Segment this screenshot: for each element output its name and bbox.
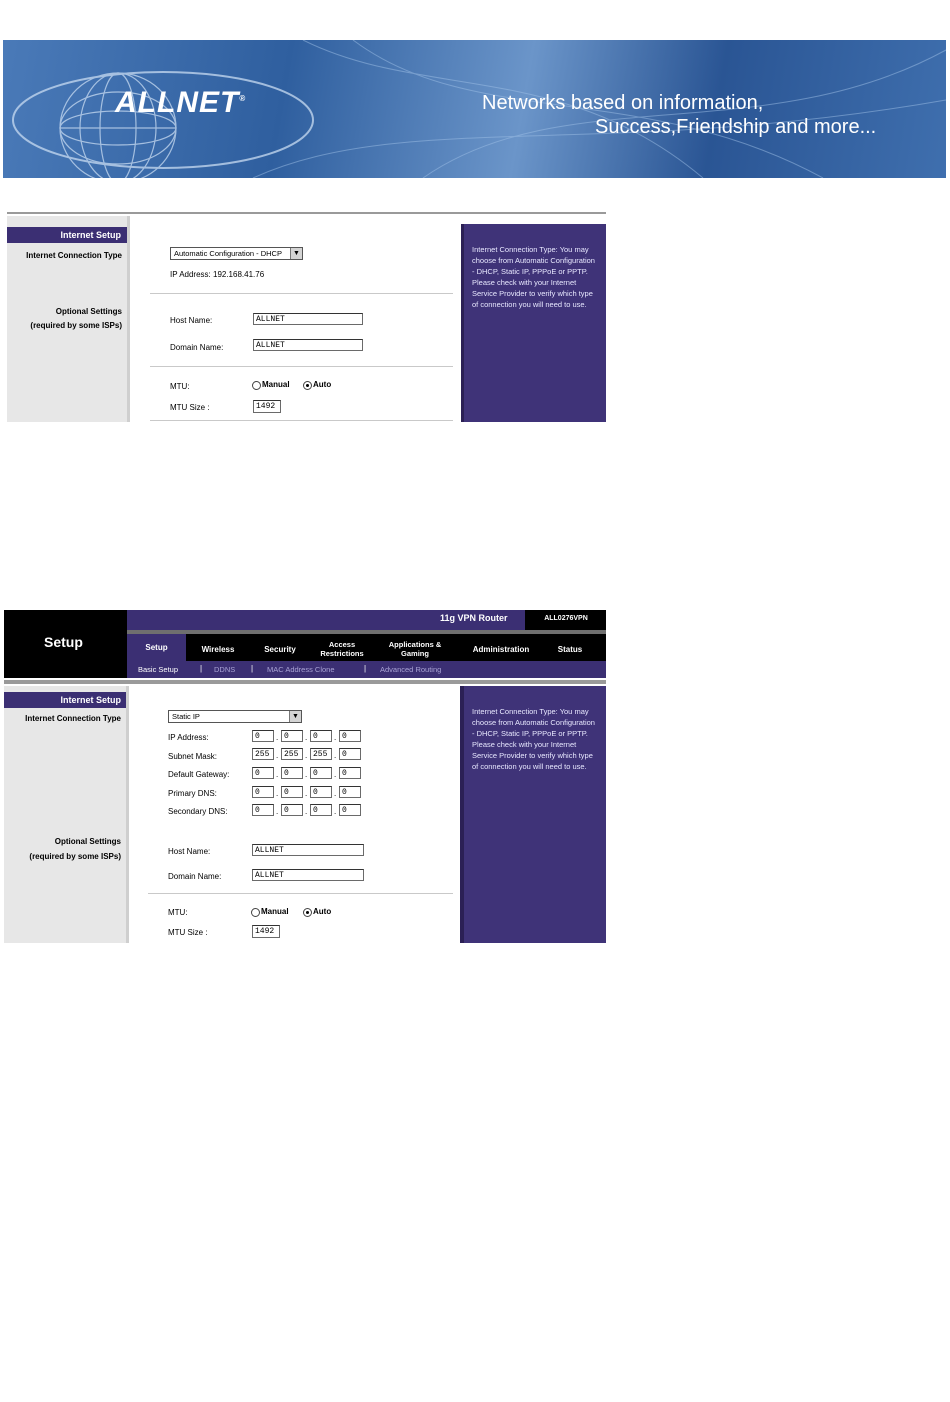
secondary-dns-label: Secondary DNS: [168, 807, 228, 816]
tab-status[interactable]: Status [557, 645, 583, 654]
primary-dns-octet-4[interactable]: 0 [339, 786, 361, 798]
domain-name-field[interactable]: ALLNET [253, 339, 363, 351]
header-rule [4, 680, 606, 684]
column-divider [126, 686, 129, 943]
subnav-bar [127, 661, 606, 678]
mtu-manual-label: Manual [261, 907, 289, 916]
tab-security[interactable]: Security [264, 645, 296, 654]
section-header: Internet Setup [7, 227, 127, 243]
subtab-separator: | [200, 664, 203, 673]
octet-dot: . [276, 789, 279, 798]
optional-settings-sub: (required by some ISPs) [29, 852, 121, 861]
secondary-dns-octet-3[interactable]: 0 [310, 804, 332, 816]
help-panel: Internet Connection Type: You may choose from Automatic Configuration - DHCP, Static IP, PPPoE or PPTP. Please check with your Internet Service Provider to verify which type of connection you will need to use. [464, 686, 606, 943]
nav-rule [127, 630, 606, 634]
connection-type-select[interactable]: Static IP ▼ [168, 710, 302, 723]
ip-octet-3[interactable]: 0 [310, 730, 332, 742]
domain-name-field[interactable]: ALLNET [252, 869, 364, 881]
separator [148, 893, 453, 894]
column-divider [127, 216, 130, 422]
optional-settings-sub: (required by some ISPs) [30, 321, 122, 330]
ip-octet-4[interactable]: 0 [339, 730, 361, 742]
mtu-size-label: MTU Size : [170, 403, 210, 412]
tab-access-restrictions[interactable]: Access Restrictions [320, 640, 364, 658]
mtu-size-field[interactable]: 1492 [253, 400, 281, 413]
ip-octet-2[interactable]: 0 [281, 730, 303, 742]
connection-type-label: Internet Connection Type [25, 714, 121, 723]
primary-dns-label: Primary DNS: [168, 789, 217, 798]
host-name-label: Host Name: [170, 316, 213, 325]
gateway-octet-1[interactable]: 0 [252, 767, 274, 779]
octet-dot: . [334, 807, 337, 816]
octet-dot: . [305, 807, 308, 816]
primary-dns-octet-2[interactable]: 0 [281, 786, 303, 798]
tab-applications-gaming[interactable]: Applications & Gaming [388, 640, 442, 658]
octet-dot: . [305, 789, 308, 798]
subtab-basic-setup[interactable]: Basic Setup [138, 665, 179, 674]
gateway-octet-2[interactable]: 0 [281, 767, 303, 779]
left-label-column [4, 686, 126, 943]
octet-dot: . [276, 751, 279, 760]
mtu-manual-radio[interactable] [252, 381, 261, 390]
ip-octet-1[interactable]: 0 [252, 730, 274, 742]
default-gateway-label: Default Gateway: [168, 770, 230, 779]
mtu-manual-label: Manual [262, 380, 290, 389]
page-title: Setup [44, 634, 83, 650]
octet-dot: . [276, 807, 279, 816]
product-name: 11g VPN Router [440, 613, 508, 623]
primary-dns-octet-3[interactable]: 0 [310, 786, 332, 798]
host-name-field[interactable]: ALLNET [252, 844, 364, 856]
subtab-advanced-routing[interactable]: Advanced Routing [380, 665, 442, 674]
secondary-dns-octet-1[interactable]: 0 [252, 804, 274, 816]
octet-dot: . [305, 733, 308, 742]
gateway-octet-4[interactable]: 0 [339, 767, 361, 779]
secondary-dns-octet-2[interactable]: 0 [281, 804, 303, 816]
domain-name-label: Domain Name: [170, 343, 224, 352]
subnet-octet-4[interactable]: 0 [339, 748, 361, 760]
octet-dot: . [334, 751, 337, 760]
subnet-octet-3[interactable]: 255 [310, 748, 332, 760]
brand-logo: ALLNET® [115, 86, 247, 119]
gateway-octet-3[interactable]: 0 [310, 767, 332, 779]
mtu-auto-label: Auto [313, 380, 332, 389]
tab-wireless[interactable]: Wireless [201, 645, 235, 654]
tab-setup[interactable]: Setup [127, 634, 186, 661]
mtu-auto-label: Auto [313, 907, 332, 916]
tab-administration[interactable]: Administration [472, 645, 530, 654]
chevron-down-icon: ▼ [289, 711, 301, 722]
mtu-label: MTU: [168, 908, 188, 917]
mtu-size-label: MTU Size : [168, 928, 208, 937]
connection-type-label: Internet Connection Type [26, 251, 122, 260]
ip-address-label: IP Address: [168, 733, 209, 742]
host-name-field[interactable]: ALLNET [253, 313, 363, 325]
octet-dot: . [334, 733, 337, 742]
subnet-mask-label: Subnet Mask: [168, 752, 217, 761]
separator [150, 293, 453, 294]
subnet-octet-2[interactable]: 255 [281, 748, 303, 760]
mtu-auto-radio[interactable] [303, 381, 312, 390]
subtab-separator: | [364, 664, 367, 673]
secondary-dns-octet-4[interactable]: 0 [339, 804, 361, 816]
octet-dot: . [305, 770, 308, 779]
primary-dns-octet-1[interactable]: 0 [252, 786, 274, 798]
domain-name-label: Domain Name: [168, 872, 222, 881]
top-rule [7, 212, 606, 214]
connection-type-select[interactable]: Automatic Configuration - DHCP ▼ [170, 247, 303, 260]
optional-settings-label: Optional Settings [54, 837, 121, 846]
allnet-banner [3, 40, 946, 178]
octet-dot: . [334, 789, 337, 798]
chevron-down-icon: ▼ [290, 248, 302, 259]
help-panel: Internet Connection Type: You may choose from Automatic Configuration - DHCP, Static IP, PPPoE or PPTP. Please check with your Internet Service Provider to verify which type of connection you will need to use. [464, 224, 606, 422]
optional-settings-label: Optional Settings [55, 307, 122, 316]
section-header: Internet Setup [4, 692, 127, 708]
separator [150, 420, 453, 421]
octet-dot: . [276, 733, 279, 742]
mtu-manual-radio[interactable] [251, 908, 260, 917]
left-label-column [7, 216, 127, 422]
octet-dot: . [334, 770, 337, 779]
model-number: ALL0276VPN [526, 610, 606, 630]
slogan-line-2: Success,Friendship and more... [595, 116, 877, 138]
subtab-separator: | [251, 664, 254, 673]
mtu-label: MTU: [170, 382, 190, 391]
octet-dot: . [276, 770, 279, 779]
subnet-octet-1[interactable]: 255 [252, 748, 274, 760]
separator [150, 366, 453, 367]
ip-address-text: IP Address: 192.168.41.76 [170, 270, 265, 279]
host-name-label: Host Name: [168, 847, 211, 856]
mtu-auto-radio[interactable] [303, 908, 312, 917]
slogan-line-1: Networks based on information, [482, 92, 764, 114]
subtab-ddns[interactable]: DDNS [214, 665, 236, 674]
octet-dot: . [305, 751, 308, 760]
mtu-size-field[interactable]: 1492 [252, 925, 280, 938]
subtab-mac-address-clone[interactable]: MAC Address Clone [267, 665, 335, 674]
